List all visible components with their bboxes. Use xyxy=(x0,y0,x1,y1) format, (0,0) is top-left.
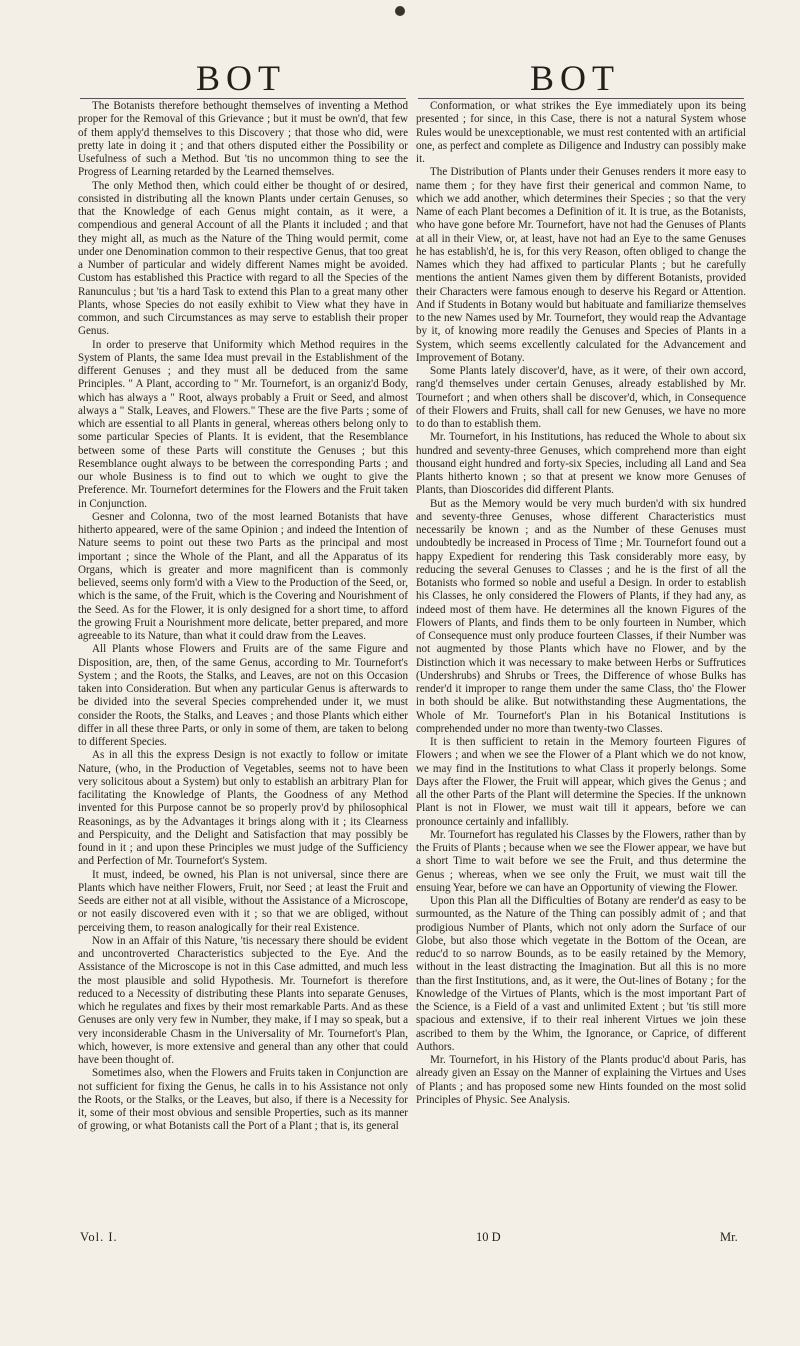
running-head-left: BOT xyxy=(196,58,286,98)
paragraph: In order to preserve that Uniformity which Method requires in the System of Plants, the same Idea must prevail in the Establishment of the different Genuses ; and they must all be deduced from the same Principles. " A Plant, according to " Mr. Tournefort, is an organiz'd Body, which has always a " Root, always probably a Fruit or Seed, and almost always a " Stalk, Leaves, and Flowers." These are the five Parts ; some of which are essential to all Plants in general, whereas others belong only to some particular Species of Plants. It is evident, that the Resemblance between some of these Parts will constitute the Genuses ; but this Resemblance ought always to be between the corresponding Parts ; and our whole Business is to find out to which we ought to give the Preference. Mr. Tournefort determines for the Flowers and the Fruit taken in Conjunction. xyxy=(78,338,408,510)
volume-label: Vol. I. xyxy=(80,1230,118,1244)
column-rule-right xyxy=(418,98,744,99)
paragraph: Sometimes also, when the Flowers and Fruits taken in Conjunction are not sufficient for fixing the Genus, he calls in to his Assistance not only the Roots, or the Stalks, or the Leaves, but also, if there is a Necessity for it, some of their most obvious and sensible Properties, such as its manner of growing, or what Botanists call the Port of a Plant ; that is, its general xyxy=(78,1067,408,1133)
paragraph: The only Method then, which could either be thought of or desired, consisted in distributing all the known Plants under certain Genuses, so that the Knowledge of each Genus might contain, as it were, a compendious and general Account of all the Plants it included ; and that they might all, as much as the Nature of the Thing would permit, come under one Denomination common to their respective Genus, that too great a Number of particular and widely different Names might be avoided. Custom has established this Practice with regard to all the Species of the Ranunculus ; but 'tis a hard Task to extend this Plan to a great many other Plants, whose Species do not easily exhibit to View what they have in common, and such Circumstances as may serve to establish their proper Genus. xyxy=(78,179,408,338)
left-column xyxy=(78,100,408,1224)
paragraph: Some Plants lately discover'd, have, as it were, of their own accord, rang'd themselves under certain Genuses, already established by Mr. Tournefort ; and when others shall be discover'd, which, in Consequence of their Flowers and Fruits, shall call for new Genuses, we have no more to do than to establish them. xyxy=(416,365,746,430)
catchword: Mr. xyxy=(720,1230,738,1244)
paragraph: It must, indeed, be owned, his Plan is not universal, since there are Plants which have neither Flowers, Fruit, nor Seed ; at least the Fruit and Seeds are either not at all visible, without the Assistance of a Microscope, or not easily discovered even with it ; so that we are obliged, without perceiving them, to reason analogically for their real Existence. xyxy=(78,868,408,934)
paragraph: It is then sufficient to retain in the Memory fourteen Figures of Flowers ; and when we see the Flower of a Plant which we do not know, we may find in the Institutions to what Class it properly belongs. Some Days after the Flower, the Fruit will appear, which gives the Genus ; and all the other Parts of the Plant will determine the Species. If the unknown Plant is not in Flower, we must wait till it appears, before we can pronounce certainly and infallibly. xyxy=(416,736,746,828)
paragraph: The Botanists therefore bethought themselves of inventing a Method proper for the Removal of this Grievance ; but it must be own'd, that few of them apply'd themselves to this Discovery ; that those who did, were pretty late in doing it ; and that others disputed either the Possibility or Usefulness of such a Method. But 'tis no uncommon thing to see the Progress of Learning retarded by the Learned themselves. xyxy=(78,100,408,179)
running-head-right: BOT xyxy=(530,58,620,98)
page-mark xyxy=(395,6,405,16)
paragraph: As in all this the express Design is not exactly to follow or imitate Nature, (who, in the Production of Vegetables, seems not to have been very solicitous about a System) but only to establish an arbitrary Plan for facilitating the Knowledge of Plants, the Goodness of any Method invented for this Purpose cannot be so properly prov'd by philosophical Reasonings, as by the Advantages it brings along with it ; its Clearness and Perspicuity, and the Delight and Satisfaction that may possibly be found in it ; and upon these Principles we must judge of the Sufficiency and Perfection of Mr. Tournefort's System. xyxy=(78,749,408,868)
paragraph: Upon this Plan all the Difficulties of Botany are render'd as easy to be surmounted, as the Nature of the Thing can possibly admit of ; and that prodigious Number of Plants, which not only adorn the Surface of our Globe, but also those which vegetate in the Bottom of the Ocean, are reduc'd to so narrow Bounds, as to be easily retained by the Memory, without in the least distracting the Imagination. But all this is no more than the first Institutions, and, as it were, the Out-lines of Botany ; for the Knowledge of the Virtues of Plants, which is the most important Part of the Science, is a Field of a vast and unlimited Extent ; but 'tis still more spacious and extensive, if to their real inherent Virtues we join these ascribed to them by the Whim, the Ignorance, or Caprice, of different Authors. xyxy=(416,895,746,1053)
paragraph: Mr. Tournefort, in his Institutions, has reduced the Whole to about six hundred and seventy-three Genuses, which comprehend more than eight thousand eight hundred and forty-six Species, including all Land and Sea Plants hitherto known ; so that at present we know more Genuses of Plants, than Dioscorides did different Plants. xyxy=(416,431,746,497)
paragraph: Conformation, or what strikes the Eye immediately upon its being presented ; for since, in this Case, there is not a natural System whose Rules would be unexceptionable, we must rest contented with an artificial one, as perfect and complete as Diligence and Industry can possibly make it. xyxy=(416,100,746,165)
paragraph: But as the Memory would be very much burden'd with six hundred and seventy-three Genuses, whose different Characteristics must necessarily be known ; and as the Number of these Genuses must undoubtedly be increased in Process of Time ; Mr. Tournefort found out a happy Expedient for rendering this Task considerably more easy, by reducing the several Genuses to Classes ; and he is the first of all the Botanists who formed so noble and useful a Design. In order to establish his Classes, he only considered the Flowers of Plants, if they had any, as indeed most of them have. He determines all the known Figures of the Flowers of Plants, and finds them to be only fourteen in Number, which of Consequence must only produce fourteen Classes, if their Number was not augmented by those Plants which have no Flower, and by the Distinction which it was necessary to make between Herbs or Suffrutices (Undershrubs) and Shrubs or Trees, the Difference of whose Bulks has render'd it improper to range them under the same Class, tho' the Flower in both should be alike. But notwithstanding these Augmentations, the Whole of Mr. Tournefort's Plan in his Botanical Institutions is comprehended under no more than twenty-two Classes. xyxy=(416,497,746,735)
paragraph: Mr. Tournefort, in his History of the Plants produc'd about Paris, has already given an Essay on the Manner of explaining the Virtues and Uses of Plants ; and has proposed some new Hints founded on the most solid Principles of Physic. See Analysis. xyxy=(416,1054,746,1106)
paragraph: Mr. Tournefort has regulated his Classes by the Flowers, rather than by the Fruits of Plants ; because when we see the Flower appear, we have but a short Time to wait before we see the Fruit, and thus determine the Genus ; whereas, when we see only the Fruit, we must wait till the ensuing Year, before we can have an Opportunity of viewing the Flower. xyxy=(416,828,746,894)
column-rule-left xyxy=(80,98,406,99)
paragraph: All Plants whose Flowers and Fruits are of the same Figure and Disposition, are, then, of the same Genus, according to Mr. Tournefort's System ; and the Roots, the Stalks, and Leaves, are not on this Occasion taken into Consideration. But when any particular Genus is afterwards to be divided into the several Species comprehended under it, we must consider the Roots, the Stalks, and Leaves ; and those Plants which either differ in all these three Parts, or only in some of them, are taken to belong to different Species. xyxy=(78,643,408,748)
paragraph: Now in an Affair of this Nature, 'tis necessary there should be evident and uncontroverted Characteristics subjected to the Eye. And the Assistance of the Microscope is not in this Case admitted, and much less the most plausible and solid Hypothesis. Mr. Tournefort is therefore reduced to a Necessity of distributing these Plants into separate Genuses, which he regulates and fixes by their most remarkable Parts. And as these Genuses are only very few in Number, they make, if I may so speak, but a very inconsiderable Chasm in the Universality of Mr. Tournefort's Plan, which, however, is more extensive and general than any other that could have been thought of. xyxy=(78,934,408,1066)
signature-mark: 10 D xyxy=(476,1230,501,1244)
paragraph: The Distribution of Plants under their Genuses renders it more easy to name them ; for they have first their generical and common Name, to which we add another, which determines their Species ; so that the very Name of each Plant becomes a Definition of it. It is true, as the Botanists, who have gone before Mr. Tournefort, have not had the Genuses of Plants at all in their View, or, at least, have not had an Eye to the same Genuses he has establish'd, he is, for this very Reason, often obliged to change the Names which they had affixed to particular Plants ; but he carefully mentions the antient Names given them by different Botanists, provided their Characters were famous enough to deserve his Regard or Attention. And if Students in Botany would but habituate and familiarize themselves to the new Names used by Mr. Tournefort, they would reap the Advantage by it, of knowing more readily the Genuses and Species of Plants in a System, which seems excellently calculated for the Advancement and Improvement of Botany. xyxy=(416,166,746,364)
paragraph: Gesner and Colonna, two of the most learned Botanists that have hitherto appeared, were of the same Opinion ; and indeed the Intention of Nature seems to point out these two Parts as the principal and most important ; since the Whole of the Plant, and all the Apparatus of its Organs, which is greater and more magnificent than is commonly believed, seems only form'd with a View to the Production of the Seed, or, which is the same, of the Fruit, which is the Covering and Nourishment of the Seed. As for the Flower, it is only designed for a short time, to afford the growing Fruit a Nourishment more delicate, better prepared, and more agreeable to its Nature, than what it could draw from the Leaves. xyxy=(78,510,408,642)
right-column xyxy=(416,100,746,1224)
